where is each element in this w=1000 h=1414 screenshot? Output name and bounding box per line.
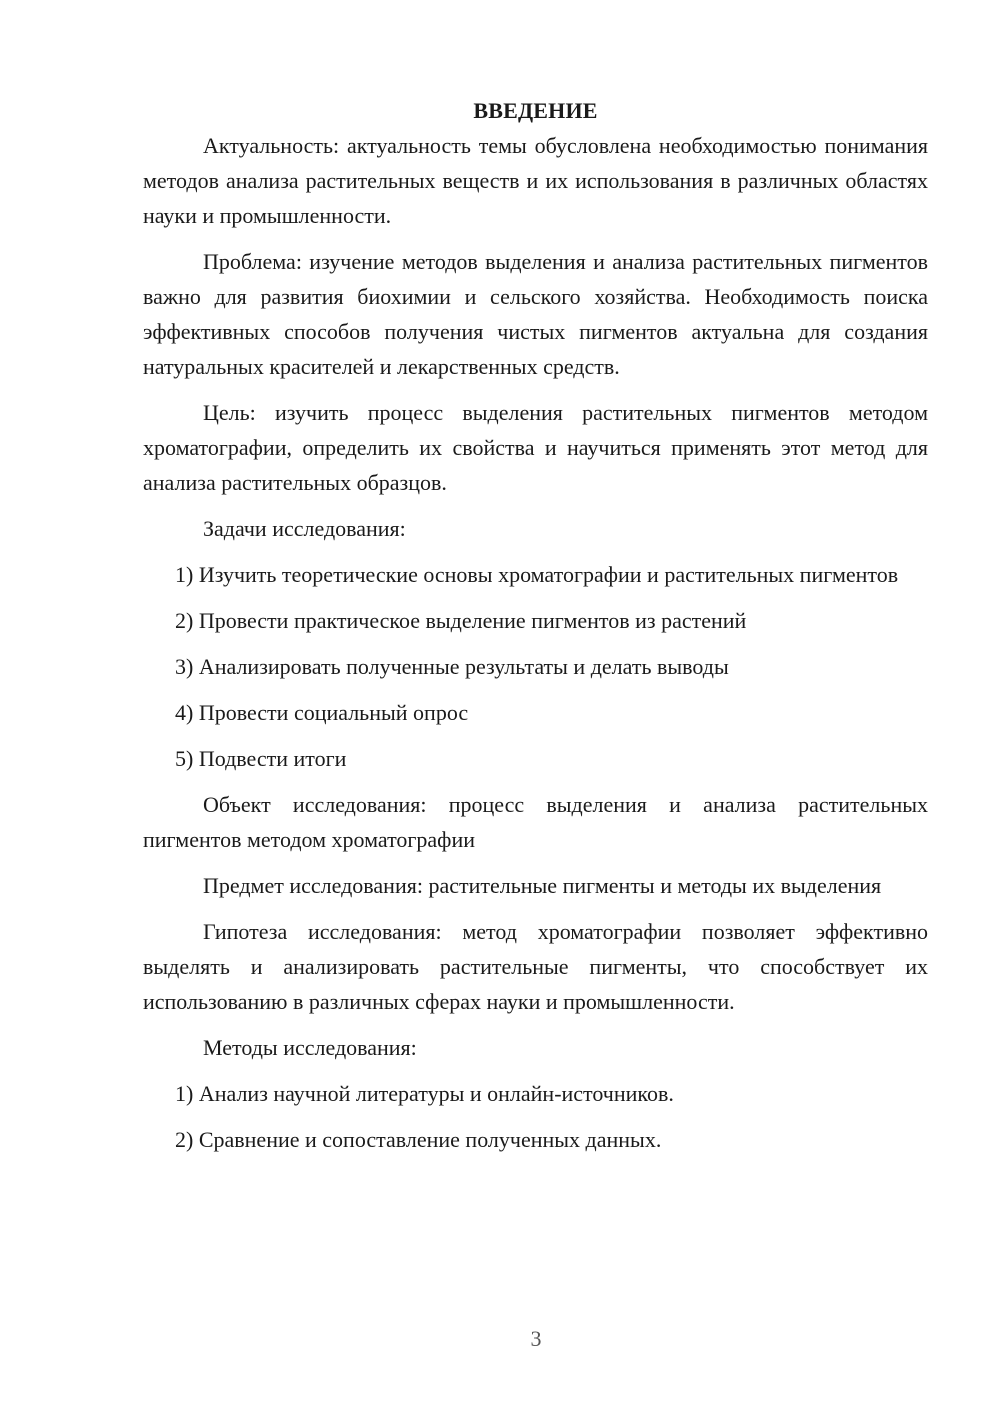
method-item-1: 1) Анализ научной литературы и онлайн-источников. [175, 1081, 674, 1106]
task-item-4: 4) Провести социальный опрос [175, 700, 469, 725]
page-number: 3 [530, 1326, 542, 1351]
task-item-5: 5) Подвести итоги [175, 746, 347, 771]
section-title: ВВЕДЕНИЕ [473, 98, 598, 123]
problem-paragraph: Проблема: изучение методов выделения и анализа растительных пигментов важно для развития биохимии и сельского хозяйства. Необходимость поиска эффективных способов получения чистых пигментов актуальна для создания натуральных красителей и лекарственных средств. [143, 249, 928, 379]
tasks-heading: Задачи исследования: [203, 516, 406, 541]
method-item-2: 2) Сравнение и сопоставление полученных данных. [175, 1127, 662, 1152]
goal-paragraph: Цель: изучить процесс выделения растительных пигментов методом хроматографии, определить их свойства и научиться применять этот метод для анализа растительных образцов. [143, 400, 928, 495]
task-item-3: 3) Анализировать полученные результаты и делать выводы [175, 654, 729, 679]
task-item-1: 1) Изучить теоретические основы хроматографии и растительных пигментов [175, 562, 899, 587]
object-paragraph: Объект исследования: процесс выделения и анализа растительных пигментов методом хроматографии [143, 792, 928, 852]
subject-paragraph: Предмет исследования: растительные пигменты и методы их выделения [203, 873, 882, 898]
document-body [143, 93, 928, 1168]
methods-heading: Методы исследования: [203, 1035, 417, 1060]
relevance-paragraph: Актуальность: актуальность темы обусловлена необходимостью понимания методов анализа растительных веществ и их использования в различных областях науки и промышленности. [143, 133, 928, 228]
hypothesis-paragraph: Гипотеза исследования: метод хроматографии позволяет эффективно выделять и анализировать растительные пигменты, что способствует их использованию в различных сферах науки и промышленности. [143, 919, 928, 1014]
task-item-2: 2) Провести практическое выделение пигментов из растений [175, 608, 747, 633]
